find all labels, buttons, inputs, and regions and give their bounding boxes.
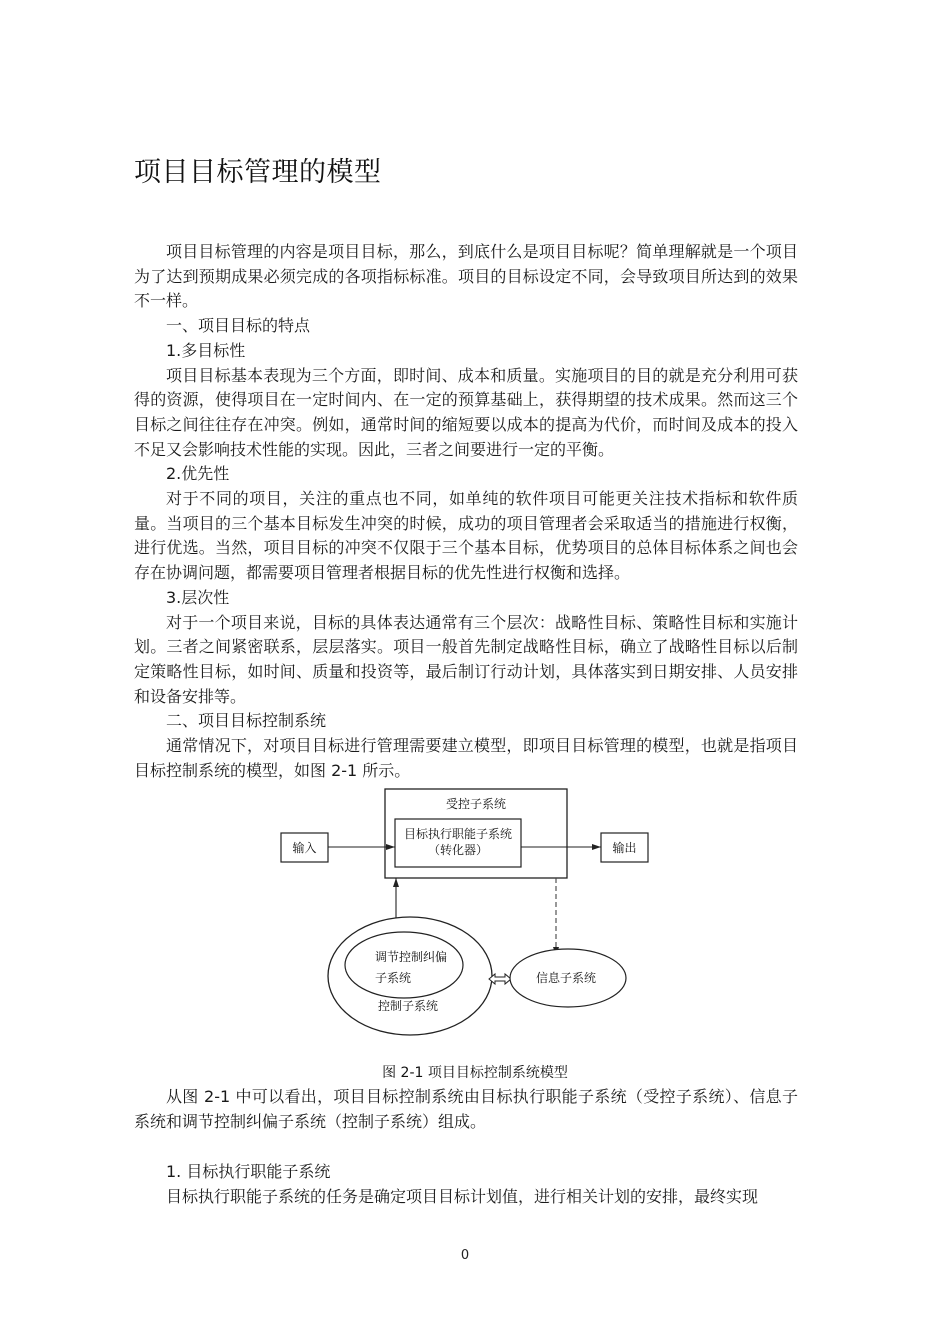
item-heading-priority: 2.优先性 bbox=[166, 464, 230, 484]
document-body-continued bbox=[134, 1085, 798, 1210]
section-heading-features: 一、项目目标的特点 bbox=[166, 316, 311, 336]
subsection-paragraph-executor: 目标执行职能子系统的任务是确定项目目标计划值，进行相关计划的安排，最终实现 bbox=[166, 1187, 759, 1207]
page-number: 0 bbox=[460, 1248, 470, 1263]
regulator-label-line2: 子系统 bbox=[375, 971, 412, 985]
section-heading-control-system: 二、项目目标控制系统 bbox=[166, 711, 327, 731]
item-paragraph-multi-objective: 项目目标基本表现为三个方面，即时间、成本和质量。实施项目的目的就是充分利用可获得的资源，使得项目在一定时间内、在一定的预算基础上，获得期望的技术成果。然而这三个目标之间往往存在冲突。例如，通常时间的缩短要以成本的提高为代价，而时间及成本的投入不足又会影响技术性能的实现。因此，三者之间要进行一定的平衡。 bbox=[134, 365, 798, 459]
intro-paragraph: 项目目标管理的内容是项目目标，那么，到底什么是项目目标呢？简单理解就是一个项目为了达到预期成果必须完成的各项指标标准。项目的目标设定不同，会导致项目所达到的效果不一样。 bbox=[134, 242, 798, 311]
controlled-subsystem-label: 受控子系统 bbox=[445, 797, 507, 811]
input-label: 输入 bbox=[292, 841, 317, 855]
regulator-subsystem-ellipse bbox=[345, 932, 463, 998]
section-paragraph-control-system: 通常情况下，对项目目标进行管理需要建立模型，即项目目标管理的模型，也就是指项目目标控制系统的模型，如图 2-1 所示。 bbox=[134, 736, 798, 780]
item-paragraph-hierarchy: 对于一个项目来说，目标的具体表达通常有三个层次：战略性目标、策略性目标和实施计划。三者之间紧密联系，层层落实。项目一般首先制定战略性目标，确立了战略性目标以后制定策略性目标，如时间、质量和投资等，最后制订行动计划，具体落实到日期安排、人员安排和设备安排等。 bbox=[134, 612, 798, 706]
control-system-diagram bbox=[270, 782, 670, 1042]
item-heading-hierarchy: 3.层次性 bbox=[166, 587, 230, 607]
control-subsystem-label: 控制子系统 bbox=[377, 999, 439, 1013]
figure-caption: 图 2-1 项目目标控制系统模型 bbox=[382, 1065, 568, 1081]
item-heading-multi-objective: 1.多目标性 bbox=[166, 340, 246, 360]
after-figure-paragraph: 从图 2-1 中可以看出，项目目标控制系统由目标执行职能子系统（受控子系统）、信息子系统和调节控制纠偏子系统（控制子系统）组成。 bbox=[134, 1087, 798, 1131]
executor-label-line1: 目标执行职能子系统 bbox=[403, 827, 513, 841]
document-body bbox=[134, 240, 798, 783]
output-label: 输出 bbox=[612, 841, 637, 855]
spacer bbox=[134, 1134, 798, 1160]
regulator-label-line1: 调节控制纠偏 bbox=[375, 950, 448, 964]
info-subsystem-label: 信息子系统 bbox=[535, 971, 597, 985]
subsection-heading-executor: 1. 目标执行职能子系统 bbox=[166, 1162, 331, 1182]
executor-label-line2: （转化器） bbox=[427, 843, 489, 857]
page-title: 项目目标管理的模型 bbox=[134, 157, 382, 188]
item-paragraph-priority: 对于不同的项目，关注的重点也不同，如单纯的软件项目可能更关注技术指标和软件质量。当项目的三个基本目标发生冲突的时候，成功的项目管理者会采取适当的措施进行权衡，进行优选。当然，项目目标的冲突不仅限于三个基本目标，优势项目的总体目标体系之间也会存在协调问题，都需要项目管理者根据目标的优先性进行权衡和选择。 bbox=[134, 489, 798, 583]
